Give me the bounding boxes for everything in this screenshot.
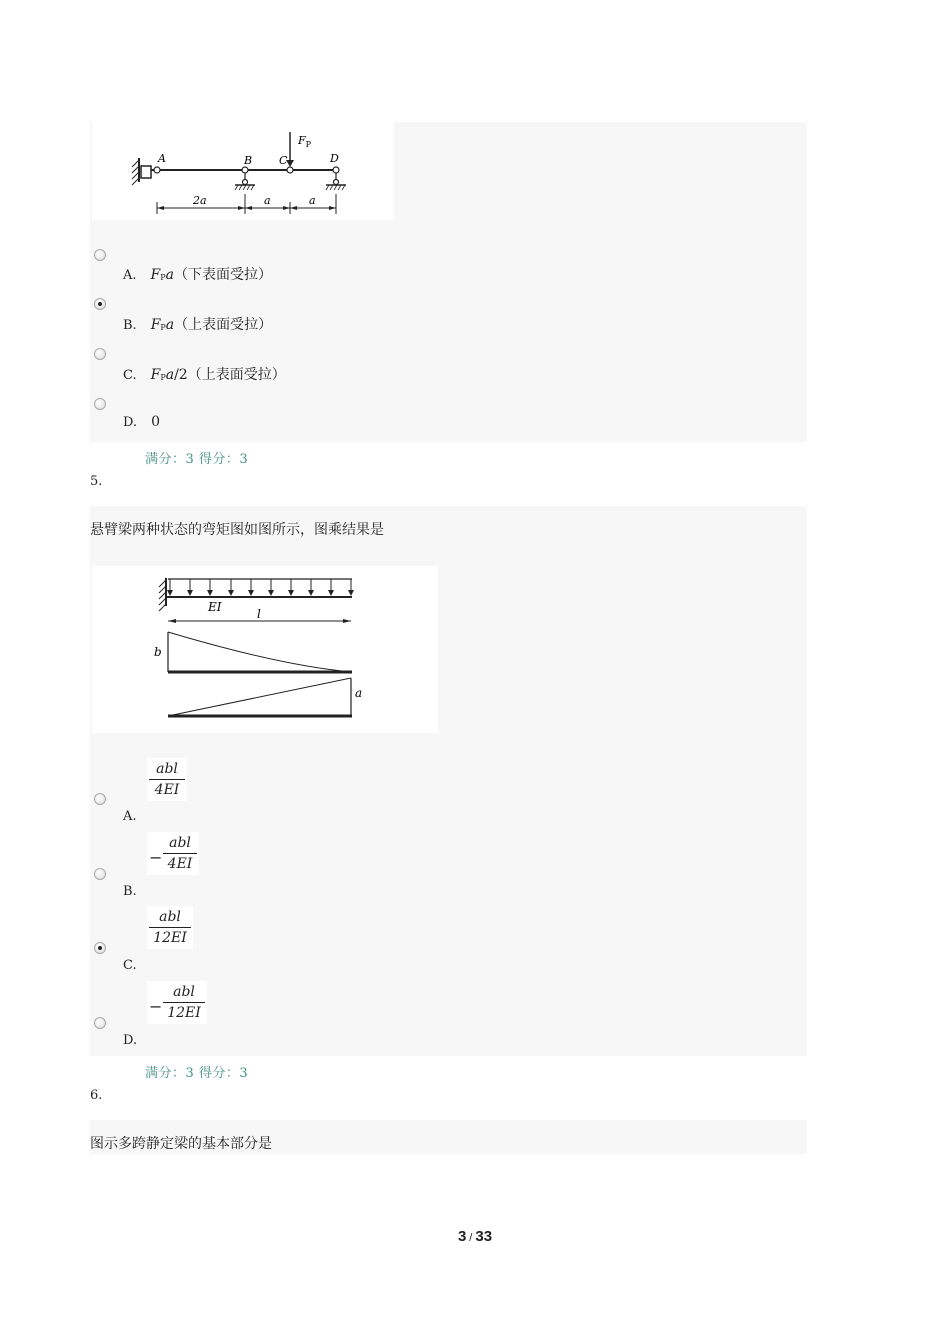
label-ei: EI [208,600,222,614]
label-a: a [355,686,363,700]
q5-option-d-radio[interactable] [94,1017,106,1029]
q4-option-d: D. 0 [123,414,161,430]
page-current: 3 [457,1228,467,1245]
q4-option-a: A. $F_Pa$（下表面受拉） [123,267,272,283]
page-separator: / [469,1232,473,1244]
dim-2a: 2a [193,194,207,207]
label-force: $F_P$ [298,134,312,149]
q4-option-b: B. $F_Pa$（上表面受拉） [123,317,273,333]
q5-option-c-radio[interactable] [94,942,106,954]
q6-number: 6. [90,1088,103,1103]
q5-option-d-letter: D. [123,1033,138,1048]
q6-question-text: 图示多跨静定梁的基本部分是 [90,1136,272,1152]
q5-option-a-letter: A. [123,809,137,824]
q5-option-a-radio[interactable] [94,793,106,805]
q5-option-c-formula: abl 12EI [147,906,193,949]
q5-question-text: 悬臂梁两种状态的弯矩图如图所示，图乘结果是 [90,522,384,538]
q5-option-b-letter: B. [123,884,137,899]
q4-option-c: C. $F_Pa/2$（上表面受拉） [123,367,286,383]
beam-figure-q4 [92,122,394,220]
page-total: 33 [475,1228,493,1245]
label-d: D [330,152,339,165]
q5-score: 满分：3 得分：3 [145,1066,249,1081]
label-l: l [257,607,261,621]
label-b: B [244,154,253,167]
moment-diagram-q5 [92,566,438,733]
label-c: C [279,154,288,167]
q4-score: 满分：3 得分：3 [145,452,249,467]
q5-number: 5. [90,474,103,489]
q4-option-a-radio[interactable] [94,249,106,261]
q4-option-d-radio[interactable] [94,398,106,410]
q5-option-d-formula: − abl 12EI [147,981,207,1024]
dim-a-2: a [309,194,316,207]
beam-diagram-q4 [92,122,394,220]
q4-option-b-radio[interactable] [94,298,106,310]
q5-option-b-radio[interactable] [94,868,106,880]
moment-diagram-figure-q5 [92,566,438,733]
page-number [0,1228,950,1245]
q5-option-a-formula: abl 4EI [147,758,187,801]
label-b: b [154,645,162,659]
q5-option-b-formula: − abl 4EI [147,832,199,875]
label-a: A [158,152,166,165]
dim-a-1: a [264,194,271,207]
q5-option-c-letter: C. [123,958,137,973]
q4-option-c-radio[interactable] [94,348,106,360]
